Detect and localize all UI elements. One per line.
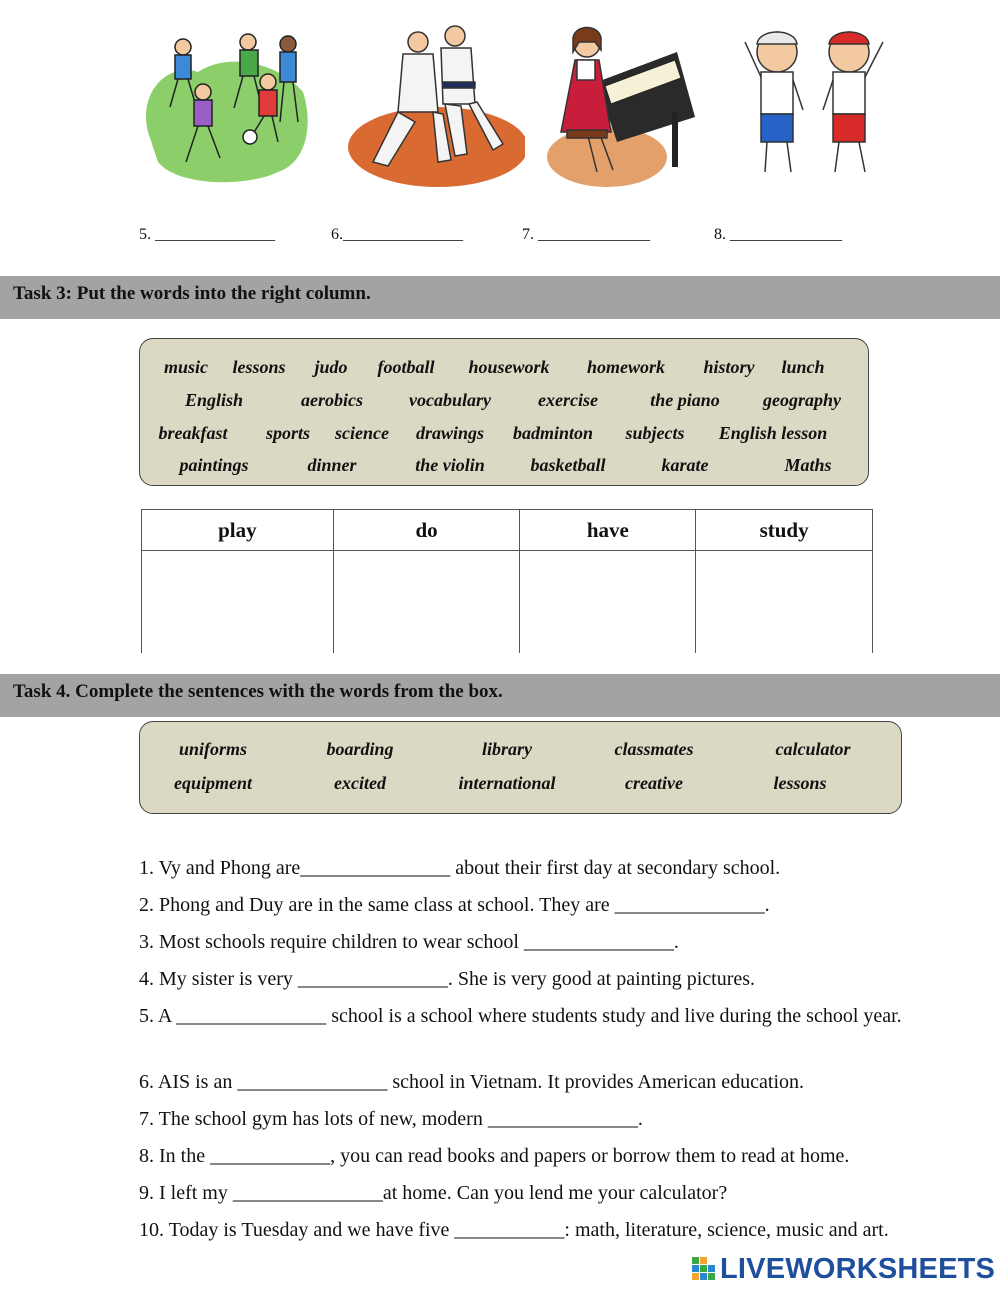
word: creative — [625, 773, 683, 793]
word: library — [481, 739, 533, 759]
word: lessons — [232, 357, 286, 377]
word: basketball — [530, 455, 606, 475]
word: aerobics — [301, 390, 363, 410]
word: the violin — [415, 455, 485, 475]
task3-word-box — [139, 338, 869, 486]
column-header-do: do — [333, 510, 520, 551]
word: drawings — [415, 423, 485, 443]
word: lessons — [773, 773, 827, 793]
column-header-study: study — [696, 510, 873, 551]
sentence-7: 7. The school gym has lots of new, modern _______________. — [139, 1108, 643, 1130]
liveworksheets-logo-icon — [692, 1257, 716, 1281]
word: excited — [334, 773, 386, 793]
word: English — [184, 390, 244, 410]
word: subjects — [625, 423, 685, 443]
blank-7[interactable]: 7. ______________ — [522, 226, 650, 243]
word: history — [703, 357, 755, 377]
blank-8[interactable]: 8. ______________ — [714, 226, 842, 243]
task4-word-box — [139, 721, 902, 814]
sorting-table — [141, 509, 873, 653]
word: paintings — [179, 455, 249, 475]
sentence-5: 5. A _______________ school is a school where students study and live during the school year. — [139, 1005, 902, 1027]
sentence-3: 3. Most schools require children to wear school _______________. — [139, 931, 679, 953]
word: exercise — [538, 390, 598, 410]
column-header-play: play — [142, 510, 334, 551]
word: vocabulary — [409, 390, 491, 410]
sentence-8: 8. In the ____________, you can read books and papers or borrow them to read at home. — [139, 1145, 850, 1167]
judo-icon — [343, 22, 525, 192]
answer-cell-study[interactable] — [696, 551, 873, 654]
word: judo — [314, 357, 348, 377]
liveworksheets-logo[interactable] — [692, 1252, 995, 1286]
word: science — [335, 423, 389, 443]
exercise-kids-icon — [737, 22, 895, 192]
word: music — [163, 357, 209, 377]
word: karate — [661, 455, 709, 475]
task3-heading: Task 3: Put the words into the right column. — [0, 276, 1000, 319]
word: geography — [763, 390, 841, 410]
sentence-2: 2. Phong and Duy are in the same class at school. They are _______________. — [139, 894, 770, 916]
task4-heading: Task 4. Complete the sentences with the words from the box. — [0, 674, 1000, 717]
word: the piano — [650, 390, 720, 410]
word: lunch — [781, 357, 825, 377]
sentence-4: 4. My sister is very _______________. She is very good at painting pictures. — [139, 968, 756, 990]
football-players-icon — [138, 22, 313, 192]
column-header-have: have — [520, 510, 696, 551]
word: sports — [265, 423, 311, 443]
word: housework — [468, 357, 550, 377]
sentence-9: 9. I left my _______________at home. Can you lend me your calculator? — [139, 1182, 728, 1204]
sentence-10: 10. Today is Tuesday and we have five ___________: math, literature, science, music and art. — [139, 1219, 889, 1241]
word: football — [377, 357, 435, 377]
sentence-1: 1. Vy and Phong are_______________ about their first day at secondary school. — [139, 857, 781, 879]
word: Maths — [784, 455, 832, 475]
piano-player-icon — [547, 22, 707, 192]
answer-cell-have[interactable] — [520, 551, 696, 654]
sentence-6: 6. AIS is an _______________ school in Vietnam. It provides American education. — [139, 1071, 804, 1093]
word: homework — [586, 357, 666, 377]
answer-cell-do[interactable] — [333, 551, 520, 654]
word: boarding — [326, 739, 394, 759]
word: uniforms — [178, 739, 248, 759]
word: international — [458, 773, 556, 793]
picture-answer-blanks — [0, 226, 1000, 250]
answer-cell-play[interactable] — [142, 551, 334, 654]
blank-6[interactable]: 6._______________ — [331, 226, 463, 243]
word: breakfast — [158, 423, 228, 443]
word: classmates — [614, 739, 694, 759]
word: calculator — [775, 739, 851, 759]
word: badminton — [512, 423, 594, 443]
word: dinner — [307, 455, 357, 475]
blank-5[interactable]: 5. _______________ — [139, 226, 275, 243]
brand-name: LIVEWORKSHEETS — [720, 1252, 996, 1285]
word: equipment — [173, 773, 253, 793]
word: English lesson — [718, 423, 828, 443]
